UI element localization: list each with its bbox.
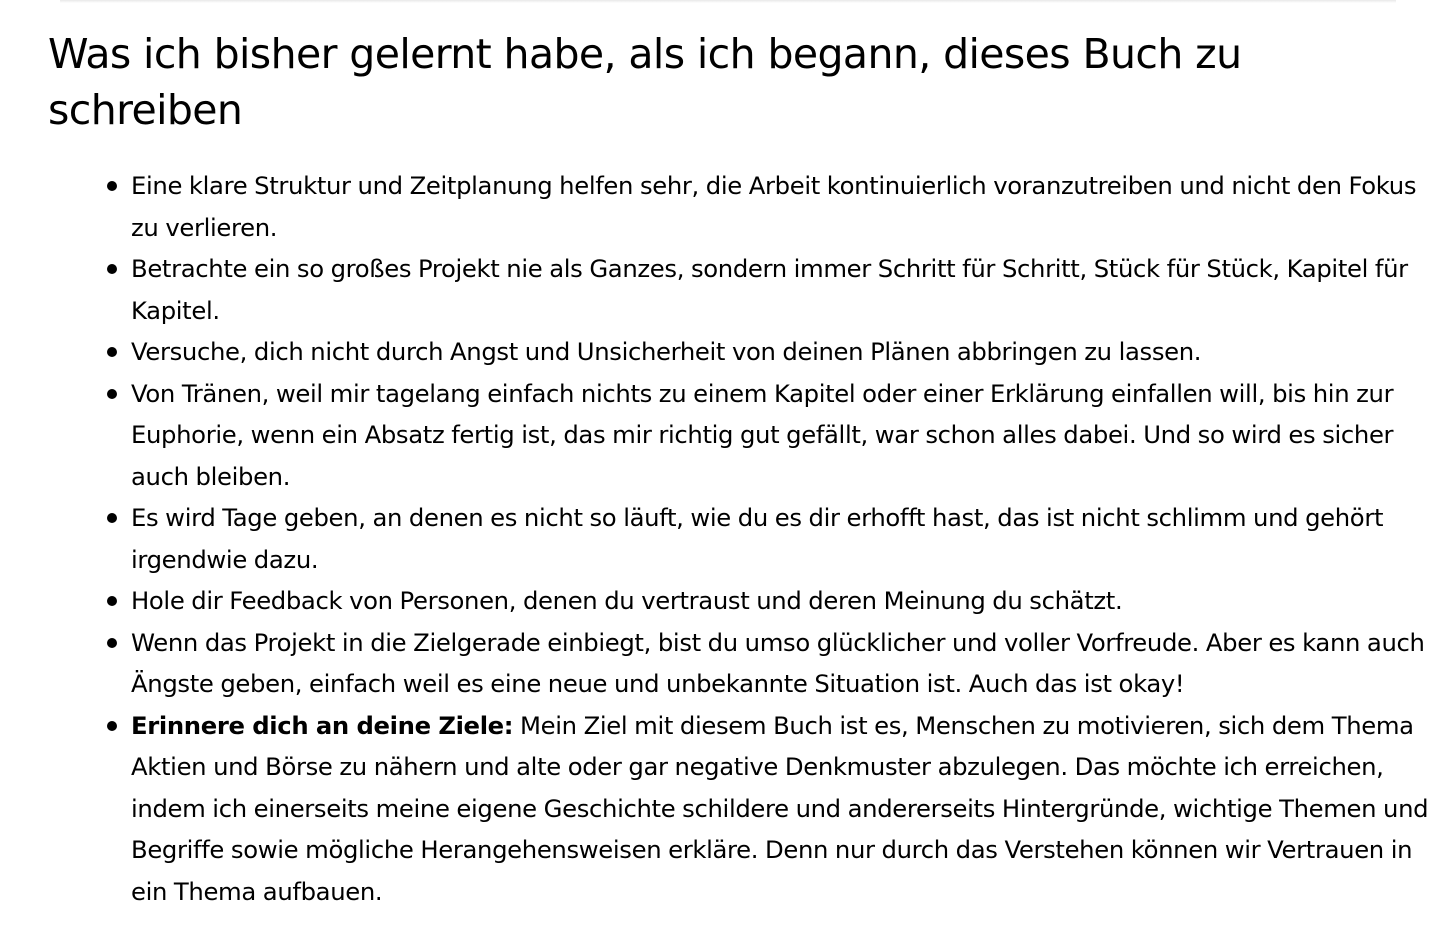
bullet-icon — [107, 181, 117, 191]
bullet-icon — [107, 596, 117, 606]
list-item-text: Mein Ziel mit diesem Buch ist es, Menschen zu motivieren, sich dem Thema Aktien und Börse zu nähern und alte oder gar negative Denkmuster abzulegen. Das möchte ich erreichen, indem ich einerseits meine eigene Geschichte schildere und andererseits Hintergründe, wichtige Themen und Begriffe sowie mögliche Herangehensweisen erkläre. Denn nur durch das Verstehen können wir Vertrauen in ein Thema aufbauen. — [131, 710, 1429, 906]
list-item-text: Es wird Tage geben, an denen es nicht so läuft, wie du es dir erhofft hast, das ist nicht schlimm und gehört irgendwie dazu. — [131, 503, 1384, 574]
bullet-icon — [107, 638, 117, 648]
list-item-text: Eine klare Struktur und Zeitplanung helfen sehr, die Arbeit kontinuierlich voranzutreiben und nicht den Fokus zu verlieren. — [131, 171, 1417, 242]
list-item — [131, 622, 1431, 705]
list-item — [131, 373, 1431, 498]
list-item-text: Wenn das Projekt in die Zielgerade einbiegt, bist du umso glücklicher und voller Vorfreude. Aber es kann auch Ängste geben, einfach weil es eine neue und unbekannte Situation ist. Auch das ist okay! — [131, 627, 1425, 698]
top-divider — [60, 0, 1396, 3]
list-item-bold-lead: Erinnere dich an deine Ziele: — [131, 710, 514, 740]
bullet-icon — [107, 513, 117, 523]
bullet-icon — [107, 721, 117, 731]
list-item — [131, 705, 1431, 913]
bullet-icon — [107, 264, 117, 274]
lessons-list — [131, 165, 1431, 912]
list-item — [131, 331, 1431, 373]
list-item — [131, 580, 1431, 622]
list-item-text: Von Tränen, weil mir tagelang einfach nichts zu einem Kapitel oder einer Erklärung einfallen will, bis hin zur Euphorie, wenn ein Absatz fertig ist, das mir richtig gut gefällt, war schon alles dabei. Und so wird es sicher auch bleiben. — [131, 378, 1394, 491]
bullet-icon — [107, 389, 117, 399]
list-item-text: Betrachte ein so großes Projekt nie als Ganzes, sondern immer Schritt für Schritt, Stück für Stück, Kapitel für Kapitel. — [131, 254, 1408, 325]
list-item — [131, 497, 1431, 580]
list-item — [131, 165, 1431, 248]
page-title: Was ich bisher gelernt habe, als ich begann, dieses Buch zu schreiben — [48, 30, 1242, 134]
bullet-icon — [107, 347, 117, 357]
list-item-text: Hole dir Feedback von Personen, denen du vertraust und deren Meinung du schätzt. — [131, 586, 1123, 615]
list-item-text: Versuche, dich nicht durch Angst und Unsicherheit von deinen Plänen abbringen zu lassen. — [131, 337, 1202, 366]
list-item — [131, 248, 1431, 331]
